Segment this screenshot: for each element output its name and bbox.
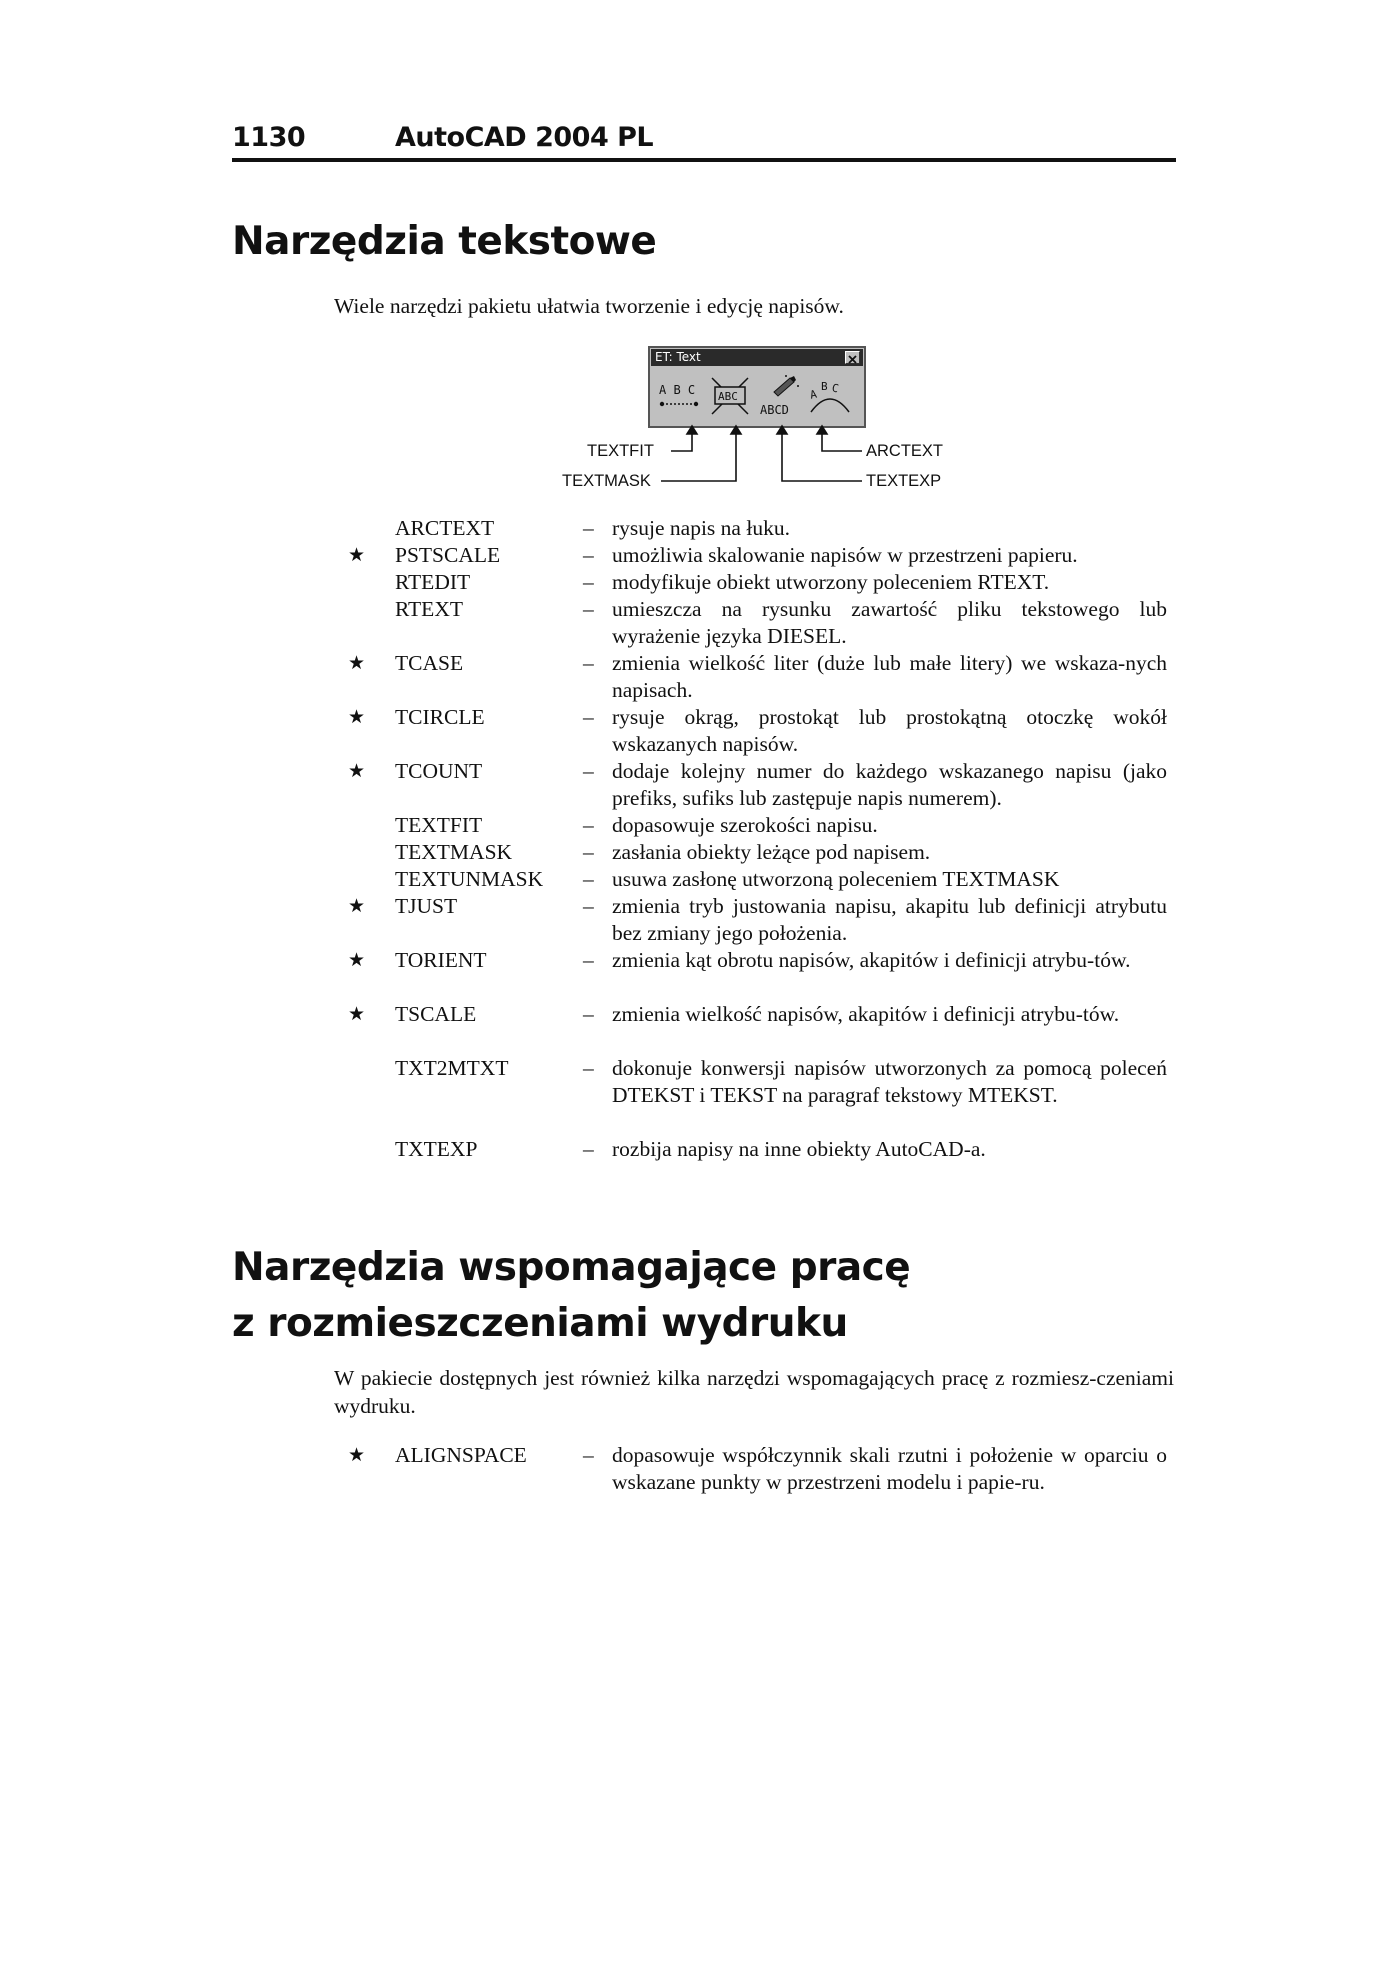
svg-text:A B C: A B C <box>659 383 696 397</box>
command-description: rozbija napisy na inne obiekty AutoCAD-a. <box>612 1137 986 1161</box>
command-dash: – <box>583 651 594 675</box>
command-name: TORIENT <box>395 948 487 972</box>
command-name: TEXTFIT <box>395 813 483 837</box>
section-heading-layout-tools <box>232 1240 910 1352</box>
star-icon: ★ <box>348 1444 366 1466</box>
command-description: umożliwia skalowanie napisów w przestrzeni papieru. <box>612 543 1078 567</box>
command-name: TXTEXP <box>395 1137 478 1161</box>
heading-line-1: Narzędzia wspomagające pracę <box>232 1245 911 1290</box>
command-dash: – <box>583 597 594 621</box>
command-dash: – <box>583 516 594 540</box>
command-name: TSCALE <box>395 1002 477 1026</box>
command-name: TCIRCLE <box>395 705 485 729</box>
star-icon: ★ <box>348 544 366 566</box>
command-description: zmienia wielkość napisów, akapitów i definicji atrybu-tów. <box>612 1002 1120 1026</box>
star-icon: ★ <box>348 760 366 782</box>
command-description: zmienia tryb justowania napisu, akapitu lub definicji atrybutu bez zmiany jego położenia. <box>612 894 1167 945</box>
section-intro: W pakiecie dostępnych jest również kilka narzędzi wspomagających pracę z rozmiesz-czeniami wydruku. <box>334 1366 1174 1418</box>
command-description: rysuje okrąg, prostokąt lub prostokątną otoczkę wokół wskazanych napisów. <box>612 705 1167 756</box>
command-name: ALIGNSPACE <box>395 1443 527 1467</box>
callout-label-textexp: TEXTEXP <box>866 472 942 490</box>
command-description: umieszcza na rysunku zawartość pliku tekstowego lub wyrażenie języka DIESEL. <box>612 597 1167 648</box>
command-name: RTEXT <box>395 597 463 621</box>
command-dash: – <box>583 705 594 729</box>
command-dash: – <box>583 894 594 918</box>
command-description: dopasowuje szerokości napisu. <box>612 813 878 837</box>
command-description: dopasowuje współczynnik skali rzutni i położenie w oparciu o wskazane punkty w przestrzeni modelu i papie-ru. <box>612 1443 1167 1494</box>
command-name: TXT2MTXT <box>395 1056 509 1080</box>
command-description: dokonuje konwersji napisów utworzonych za pomocą poleceń DTEKST i TEKST na paragraf tekstowy MTEKST. <box>612 1056 1167 1107</box>
book-title: AutoCAD 2004 PL <box>395 122 654 153</box>
command-dash: – <box>583 1443 594 1467</box>
toolbar-title: ET: Text <box>655 350 701 364</box>
command-description: zmienia kąt obrotu napisów, akapitów i definicji atrybu-tów. <box>612 948 1131 972</box>
command-description: rysuje napis na łuku. <box>612 516 790 540</box>
command-name: TCOUNT <box>395 759 483 783</box>
command-name: PSTSCALE <box>395 543 501 567</box>
star-icon: ★ <box>348 652 366 674</box>
command-name: RTEDIT <box>395 570 471 594</box>
command-description: usuwa zasłonę utworzoną poleceniem TEXTMASK <box>612 867 1060 891</box>
callout-label-arctext: ARCTEXT <box>866 442 944 460</box>
callout-label-textmask: TEXTMASK <box>562 472 651 490</box>
command-name: TCASE <box>395 651 464 675</box>
command-description: zmienia wielkość liter (duże lub małe litery) we wskaza-nych napisach. <box>612 651 1167 702</box>
callout-lines <box>0 0 1400 520</box>
command-description: dodaje kolejny numer do każdego wskazanego napisu (jako prefiks, sufiks lub zastępuje napis numerem). <box>612 759 1167 810</box>
page-number: 1130 <box>232 122 306 153</box>
callout-label-textfit: TEXTFIT <box>587 442 654 460</box>
command-name: TEXTMASK <box>395 840 513 864</box>
star-icon: ★ <box>348 1003 366 1025</box>
command-dash: – <box>583 840 594 864</box>
command-dash: – <box>583 1056 594 1080</box>
svg-text:A: A <box>808 387 819 402</box>
command-name: TEXTUNMASK <box>395 867 544 891</box>
star-icon: ★ <box>348 949 366 971</box>
section-intro: Wiele narzędzi pakietu ułatwia tworzenie i edycję napisów. <box>334 294 844 318</box>
command-dash: – <box>583 867 594 891</box>
command-dash: – <box>583 543 594 567</box>
command-dash: – <box>583 813 594 837</box>
svg-text:B: B <box>821 380 828 393</box>
command-description: modyfikuje obiekt utworzony poleceniem RTEXT. <box>612 570 1050 594</box>
command-name: ARCTEXT <box>395 516 495 540</box>
command-dash: – <box>583 1002 594 1026</box>
svg-text:ABC: ABC <box>718 390 738 403</box>
command-name: TJUST <box>395 894 458 918</box>
command-dash: – <box>583 1137 594 1161</box>
heading-line-2: z rozmieszczeniami wydruku <box>232 1301 848 1346</box>
svg-text:ABCD: ABCD <box>760 403 789 417</box>
svg-text:C: C <box>830 381 840 396</box>
star-icon: ★ <box>348 706 366 728</box>
command-description: zasłania obiekty leżące pod napisem. <box>612 840 931 864</box>
section-heading-text-tools: Narzędzia tekstowe <box>232 219 657 264</box>
star-icon: ★ <box>348 895 366 917</box>
command-dash: – <box>583 570 594 594</box>
command-dash: – <box>583 948 594 972</box>
command-dash: – <box>583 759 594 783</box>
